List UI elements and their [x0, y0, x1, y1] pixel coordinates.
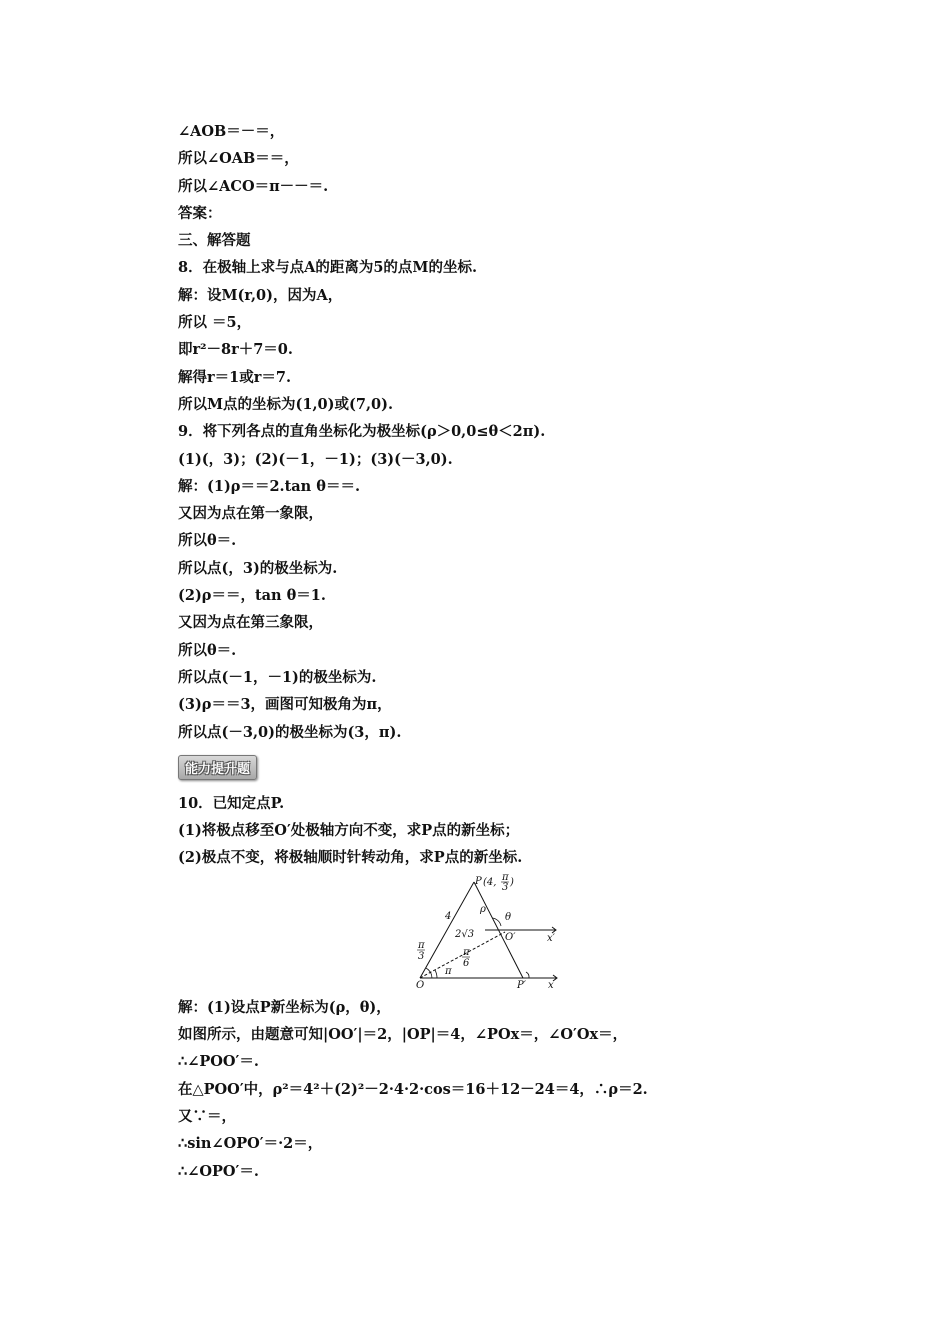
label-pi-over-3-den: 3 — [418, 950, 425, 962]
text-line: 解：(1)ρ＝＝2.tan θ＝＝. — [178, 477, 360, 495]
text-line: 在△POO′中，ρ²＝4²＋(2)²－2·4·2·cos＝16＋12－24＝4，∴ρ＝2. — [178, 1080, 648, 1098]
label-two-sqrt3: 2√3 — [455, 928, 475, 940]
section-top — [178, 118, 778, 746]
problem-9: 9．将下列各点的直角坐标化为极坐标(ρ＞0,0≤θ＜2π). — [178, 423, 546, 441]
text-line: (2)极点不变，将极轴顺时针转动角，求P点的新坐标. — [178, 849, 523, 867]
figure-container — [178, 872, 778, 994]
text-line: (3)ρ＝＝3，画图可知极角为π， — [178, 696, 392, 714]
text-line: 所以点(－1，－1)的极坐标为. — [178, 668, 377, 686]
text-line: 所以∠OAB＝＝， — [178, 150, 299, 168]
label-P: P — [475, 875, 482, 887]
label-O-prime: O′ — [505, 931, 516, 943]
label-pi-over-6-num: π — [463, 946, 470, 958]
angle-arc-p-prime — [526, 972, 529, 978]
section-bottom — [178, 994, 778, 1185]
label-four: 4 — [445, 910, 452, 922]
problem-10: 10．已知定点P. — [178, 794, 285, 812]
text-line: 解：设M(r,0)，因为A， — [178, 286, 343, 304]
text-line: 解得r＝1或r＝7. — [178, 368, 292, 386]
label-theta: θ — [505, 911, 512, 923]
text-line: ∴∠POO′＝. — [178, 1053, 259, 1071]
label-P-close: ) — [510, 876, 514, 888]
text-line: 所以θ＝. — [178, 641, 237, 659]
text-line: (2)ρ＝＝，tan θ＝1. — [178, 587, 326, 605]
label-P-three: 3 — [502, 881, 509, 893]
text-line: 所以点(，3)的极坐标为. — [178, 559, 338, 577]
label-P-coord: (4, — [483, 876, 497, 888]
text-line: ∠AOB＝－＝， — [178, 123, 285, 140]
text-line: 即r²－8r＋7＝0. — [178, 341, 293, 359]
label-O: O — [416, 979, 425, 991]
text-line: ∴sin∠OPO′＝·2＝， — [178, 1135, 323, 1153]
text-line: (1)将极点移至O′处极轴方向不变，求P点的新坐标； — [178, 822, 520, 840]
text-line: 所以M点的坐标为(1,0)或(7,0). — [178, 395, 393, 413]
label-rho: ρ — [480, 903, 486, 915]
text-line: ∴∠OPO′＝. — [178, 1162, 259, 1180]
label-P-prime: P′ — [517, 979, 526, 991]
label-x: x — [548, 979, 554, 991]
problem-8: 8．在极轴上求与点A的距离为5的点M的坐标. — [178, 259, 478, 277]
text-line: 如图所示，由题意可知|OO′|＝2，|OP|＝4，∠POx＝，∠O′Ox＝， — [178, 1026, 628, 1044]
section-heading: 三、解答题 — [178, 232, 251, 250]
answer-label: 答案： — [178, 204, 222, 222]
label-pi: π — [445, 965, 452, 977]
document-page — [178, 118, 778, 1185]
label-P-pi: π — [502, 873, 509, 883]
text-line: 又∵＝， — [178, 1107, 236, 1125]
polar-figure — [415, 874, 565, 992]
ability-badge: 能力提升题 — [178, 755, 257, 780]
label-pi-over-3-num: π — [418, 939, 425, 951]
text-line: 所以 ＝5， — [178, 314, 252, 332]
text-line: 又因为点在第一象限， — [178, 505, 323, 523]
angle-arc-pi-6 — [435, 970, 437, 978]
text-line: (1)(，3)；(2)(－1，－1)；(3)(－3,0). — [178, 450, 453, 468]
text-line: 所以∠ACO＝π－－＝. — [178, 177, 329, 195]
text-line: 所以θ＝. — [178, 532, 237, 550]
text-line: 所以点(－3,0)的极坐标为(3，π). — [178, 723, 402, 741]
badge-row — [178, 746, 778, 790]
solution-line: 解：(1)设点P新坐标为(ρ，θ)， — [178, 998, 391, 1016]
section-mid — [178, 790, 778, 872]
text-line: 又因为点在第三象限， — [178, 614, 323, 632]
label-pi-over-6-den: 6 — [463, 957, 470, 969]
label-x-prime: x′ — [547, 932, 555, 944]
